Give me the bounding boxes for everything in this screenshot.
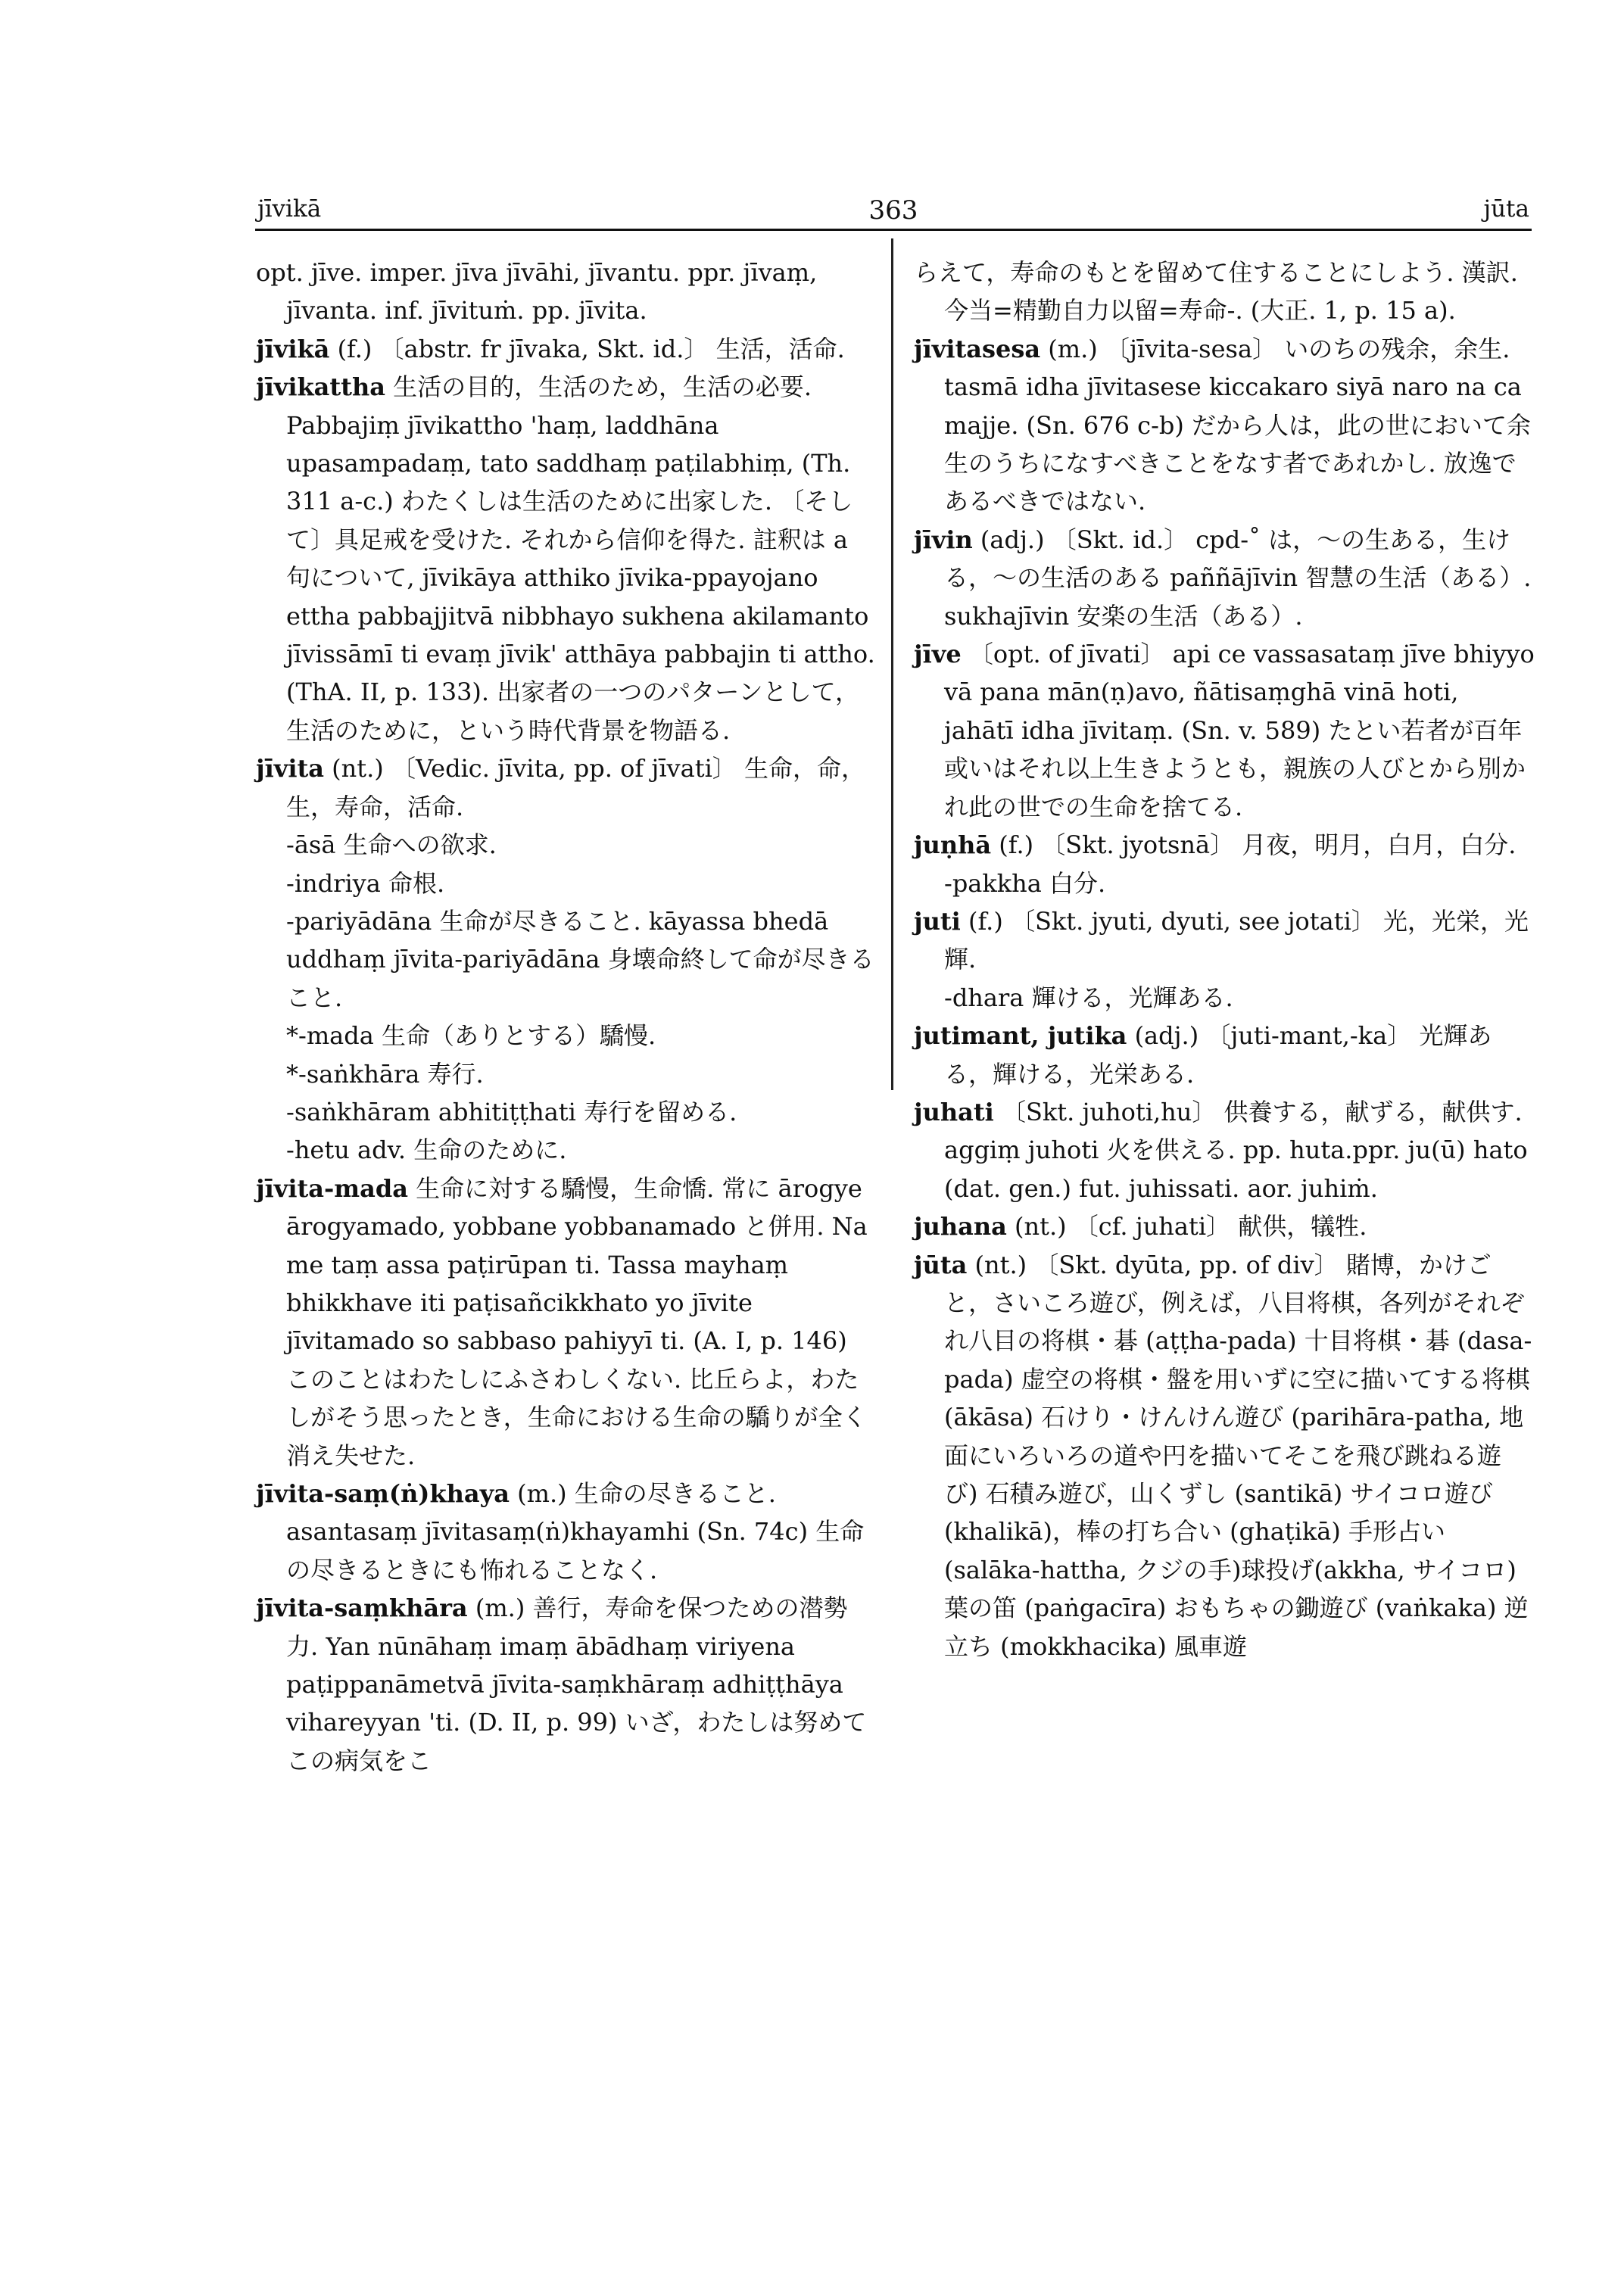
headword: jīvita-saṃ(ṅ)khaya — [256, 1479, 510, 1508]
sub-entry: -pakkha 白分. — [944, 868, 1106, 898]
dictionary-entry — [914, 1207, 1535, 1245]
entry-text: (nt.) 〔Skt. dyūta, pp. of div〕 賭博，かけごと，さいころ遊び，例えば，八目将棋，各列がそれぞれ八目の将棋・碁 (aṭṭha-pada) 十目将棋・碁 (dasa-pada) 虚空の将棋・盤を用いずに空に描いてする将棋 (ākāsa) 石けり・けんけん遊び (parihāra-patha, 地面にいろいろの道や円を描いてそこを飛び跳ねる遊び) 石積み遊び，山くずし (santikā) サイコロ遊び (khalikā)，棒の打ち合い (ghaṭikā) 手形占い (salāka-hattha, クジの手)球投げ(akkha, サイコロ) 葉の笛 (paṅgacīra) おもちゃの鋤遊び (vaṅkaka) 逆立ち (mokkhacika) 風車遊 — [944, 1250, 1532, 1661]
column-divider — [891, 238, 893, 1090]
sub-entry: *-saṅkhāra 寿行. — [286, 1059, 484, 1089]
headword: jīve — [914, 640, 962, 669]
entry-text: (m.) 生命の尽きること. asantasaṃ jīvitasaṃ(ṅ)khayamhi (Sn. 74c) 生命の尽きるときにも怖れることなく. — [286, 1479, 865, 1584]
sub-entry: *-mada 生命（ありとする）驕慢. — [286, 1021, 656, 1051]
headword: jīvin — [914, 525, 973, 554]
entry-text: (f.) 〔Skt. jyotsnā〕 月夜，明月，白月，白分. — [991, 830, 1516, 860]
header-left-guide-word: jīvikā — [257, 195, 322, 223]
dictionary-entry — [256, 330, 877, 368]
entry-text: (nt.) 〔cf. juhati〕 献供，犠牲. — [1006, 1212, 1367, 1242]
dictionary-entry — [914, 330, 1535, 521]
page-number: 363 — [868, 195, 918, 226]
headword: jūta — [914, 1250, 968, 1279]
entry-text: (adj.) 〔Skt. id.〕 cpd-˚ は，〜の生ある，生ける，〜の生活のある paññājīvin 智慧の生活（ある）. sukhajīvin 安楽の生活（ある）. — [944, 525, 1532, 631]
running-header — [257, 195, 1529, 229]
entry-text: 生活の目的，生活のため，生活の必要. Pabbajiṃ jīvikattho 'haṃ, laddhāna upasampadaṃ, tato saddhaṃ paṭilabhiṃ, (Th. 311 a-c.) わたくしは生活のために出家した. 〔そして〕具足戒を受けた. それから信仰を得た. 註釈は a 句について, jīvikāya atthiko jīvika-ppayojano ettha pabbajjitvā nibbhayo sukhena akilamanto jīvissāmī ti evaṃ jīvik' atthāya pabbajin ti attho. (ThA. II, p. 133). 出家者の一つのパターンとして，生活のために，という時代背景を物語る. — [286, 372, 875, 745]
headword: jīvikā — [256, 334, 330, 363]
sub-entry: -saṅkhāram abhitiṭṭhati 寿行を留める. — [286, 1097, 737, 1126]
right-column — [914, 254, 1535, 1665]
entry-text: (adj.) 〔juti-mant,-ka〕 光輝ある，輝ける，光栄ある. — [944, 1021, 1492, 1089]
dictionary-entry — [256, 749, 877, 826]
entry-text: (f.) 〔Skt. jyuti, dyuti, see jotati〕 光，光栄，光輝. — [944, 906, 1529, 974]
header-right-guide-word: jūta — [1483, 195, 1529, 223]
dictionary-entry — [914, 1017, 1535, 1093]
entry-text: (m.) 〔jīvita-sesa〕 いのちの残余，余生. tasmā idha jīvitasese kiccakaro siyā naro na ca majje. (Sn. 676 c-b) だから人は，此の世において余生のうちになすべきことをなす者であれかし. 放逸であるべきではない. — [944, 334, 1532, 516]
entry-text: (nt.) 〔Vedic. jīvita, pp. of jīvati〕 生命，命，生，寿命，活命. — [286, 754, 865, 821]
headword: juṇhā — [914, 830, 992, 860]
entry-text: らえて，寿命のもとを留めて住することにしよう. 漢訳. 今当=精勤自力以留=寿命-. (大正. 1, p. 15 a). — [914, 258, 1518, 326]
dictionary-entry — [914, 521, 1535, 635]
left-column — [256, 254, 877, 1780]
sub-entry: -pariyādāna 生命が尽きること. kāyassa bhedā uddhaṃ jīvita-pariyādāna 身壊命終して命が尽きること. — [286, 906, 874, 1012]
headword: jīvita — [256, 754, 324, 784]
dictionary-entry — [256, 1589, 877, 1780]
entry-text: opt. jīve. imper. jīva jīvāhi, jīvantu. ppr. jīvaṃ, jīvanta. inf. jīvituṁ. pp. jīvita. — [256, 258, 818, 326]
sub-entry: -āsā 生命への欲求. — [286, 830, 497, 860]
dictionary-entry — [914, 1246, 1535, 1665]
sub-entry: -indriya 命根. — [286, 868, 445, 898]
headword: jīvikattha — [256, 372, 385, 402]
headword: juti — [914, 906, 961, 936]
headword: jīvita-saṃkhāra — [256, 1594, 468, 1623]
header-rule — [255, 229, 1532, 231]
dictionary-entry — [256, 254, 877, 330]
dictionary-entry — [914, 826, 1535, 864]
sub-entry: -dhara 輝ける，光輝ある. — [944, 983, 1233, 1012]
headword: jīvita-mada — [256, 1173, 408, 1203]
dictionary-entry — [914, 1093, 1535, 1207]
headword: juhana — [914, 1212, 1007, 1242]
dictionary-entry — [914, 902, 1535, 979]
dictionary-entry — [914, 635, 1535, 826]
entry-text: 〔Skt. juhoti,hu〕 供養する，献ずる，献供す. aggiṃ juhoti 火を供える. pp. huta.ppr. ju(ū) hato (dat. gen.) fut. juhissati. aor. juhiṁ. — [944, 1097, 1528, 1203]
entry-text: 生命に対する驕慢，生命憍. 常に ārogye ārogyamado, yobbane yobbanamado と併用. Na me taṃ assa paṭirūpan ti. Tassa mayhaṃ bhikkhave iti paṭisañcikkhato yo jīvite jīvitamado so sabbaso pahiyyī ti. (A. I, p. 146) このことはわたしにふさわしくない. 比丘らよ，わたしがそう思ったとき，生命における生命の驕りが全く消え失せた. — [286, 1173, 868, 1470]
headword: jutimant, jutika — [914, 1021, 1127, 1051]
entry-text: 〔opt. of jīvati〕 api ce vassasataṃ jīve bhiyyo vā pana mān(ṇ)avo, ñātisaṃghā vinā hoti, jahātī idha jīvitaṃ. (Sn. v. 589) たとい若者が百年或いはそれ以上生きようとも，親族の人びとから別かれ此の世での生命を捨てる. — [944, 640, 1535, 821]
dictionary-entry — [256, 368, 877, 749]
headword: juhati — [914, 1097, 994, 1126]
sub-entry: -hetu adv. 生命のために. — [286, 1136, 567, 1165]
headword: jīvitasesa — [914, 334, 1041, 363]
dictionary-entry — [256, 1170, 877, 1475]
entry-text: (f.) 〔abstr. fr jīvaka, Skt. id.〕 生活，活命. — [329, 334, 845, 363]
entry-text: (m.) 善行，寿命を保つための潜勢力. Yan nūnāhaṃ imaṃ ābādhaṃ viriyena paṭippanāmetvā jīvita-saṃkhāraṃ adhiṭṭhāya vihareyyan 'ti. (D. II, p. 99) いざ，わたしは努めてこの病気をこ — [286, 1594, 867, 1775]
dictionary-entry — [256, 1475, 877, 1589]
dictionary-entry — [914, 254, 1535, 330]
